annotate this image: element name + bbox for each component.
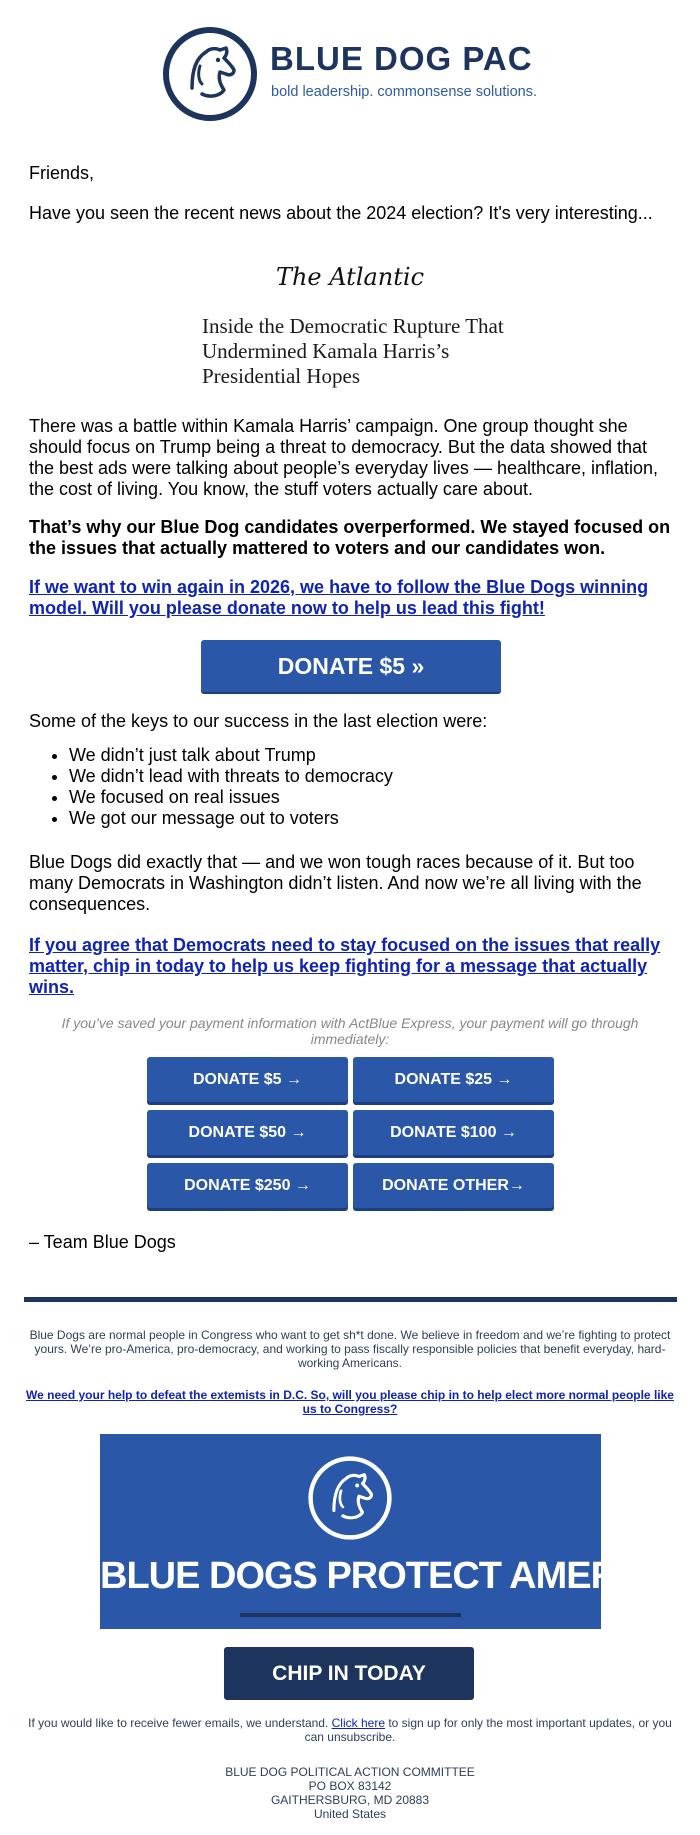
list-item: • We got our message out to voters bbox=[69, 808, 393, 829]
org-tagline: bold leadership. commonsense solutions. bbox=[271, 84, 537, 100]
body-paragraph-2: That’s why our Blue Dog candidates overperformed. We stayed focused on the issues that actually mattered to voters and our candidates won. bbox=[29, 517, 671, 558]
donate-5-main-button[interactable]: DONATE $5 » bbox=[201, 640, 501, 692]
donate-link-1[interactable]: If we want to win again in 2026, we have to follow the Blue Dogs winning model. Will you please donate now to help us lead this fight! bbox=[29, 577, 649, 618]
donate-100-button[interactable]: DONATE $100 → bbox=[353, 1110, 554, 1155]
promo-banner[interactable] bbox=[100, 1434, 690, 1629]
mailing-address bbox=[0, 1765, 700, 1821]
express-note: If you’ve saved your payment information with ActBlue Express, your payment will go through immediately: bbox=[61, 1015, 639, 1047]
body-paragraph-1: There was a battle within Kamala Harris’ campaign. One group thought she should focus on Trump being a threat to democracy. But the data showed that the best ads were talking about people’s everyday lives — healthcare, inflation, the cost of living. You know, the stuff voters actually care about. bbox=[29, 416, 659, 499]
article-headline[interactable]: Inside the Democratic Rupture That Undermined Kamala Harris’s Presidential Hopes bbox=[202, 314, 504, 388]
address-line: PO BOX 83142 bbox=[308, 1779, 392, 1793]
signoff: – Team Blue Dogs bbox=[29, 1232, 176, 1252]
body-paragraph-3: Blue Dogs did exactly that — and we won tough races because of it. But too many Democrats in Washington didn’t listen. And now we’re all living with the consequences. bbox=[29, 852, 642, 914]
header-logo[interactable] bbox=[0, 0, 700, 142]
address-line: United States bbox=[313, 1807, 387, 1821]
banner-headline: BLUE DOGS PROTECT AMERICA. bbox=[100, 1555, 690, 1597]
keys-intro: Some of the keys to our success in the last election were: bbox=[29, 711, 488, 731]
dog-logo-icon bbox=[162, 26, 258, 122]
dog-logo-icon bbox=[307, 1455, 393, 1541]
about-text: Blue Dogs are normal people in Congress who want to get sh*t done. We believe in freedom and we’re fighting to protect yours. We’re pro-America, pro-democracy, and working to pass fiscally responsible policies that benefit everyday, hard-working Americans. bbox=[29, 1328, 671, 1370]
intro-text: Have you seen the recent news about the 2024 election? It's very interesting... bbox=[29, 203, 653, 223]
unsubscribe-text-before: If you would like to receive fewer emails, we understand. bbox=[28, 1716, 332, 1730]
donate-link-2[interactable]: If you agree that Democrats need to stay focused on the issues that really matter, chip in today to help us keep fighting for a message that actually wins. bbox=[29, 935, 661, 997]
address-line: BLUE DOG POLITICAL ACTION COMMITTEE bbox=[225, 1765, 475, 1779]
donate-5-button[interactable]: DONATE $5 → bbox=[147, 1057, 348, 1102]
publication-name: The Atlantic bbox=[275, 263, 425, 291]
unsubscribe-text-after: to sign up for only the most important updates, or you can unsubscribe. bbox=[304, 1716, 672, 1744]
greeting: Friends, bbox=[29, 163, 95, 183]
donate-250-button[interactable]: DONATE $250 → bbox=[147, 1163, 348, 1208]
donate-25-button[interactable]: DONATE $25 → bbox=[353, 1057, 554, 1102]
donate-other-button[interactable]: DONATE OTHER→ bbox=[353, 1163, 554, 1208]
address-line: GAITHERSBURG, MD 20883 bbox=[270, 1793, 430, 1807]
banner-underline bbox=[240, 1613, 461, 1617]
list-item: • We didn’t just talk about Trump bbox=[69, 745, 393, 766]
chip-in-button[interactable]: CHIP IN TODAY bbox=[224, 1647, 474, 1700]
donate-50-button[interactable]: DONATE $50 → bbox=[147, 1110, 348, 1155]
keys-list bbox=[29, 745, 393, 829]
click-here-link[interactable]: Click here bbox=[331, 1716, 385, 1730]
footer-donate-link[interactable]: We need your help to defeat the extemists in D.C. So, will you please chip in to help elect more normal people like us to Congress? bbox=[26, 1388, 674, 1416]
footer-divider bbox=[24, 1297, 677, 1302]
unsubscribe-text bbox=[22, 1716, 678, 1744]
list-item: • We focused on real issues bbox=[69, 787, 393, 808]
list-item: • We didn’t lead with threats to democracy bbox=[69, 766, 393, 787]
org-title: BLUE DOG PAC bbox=[270, 40, 533, 77]
